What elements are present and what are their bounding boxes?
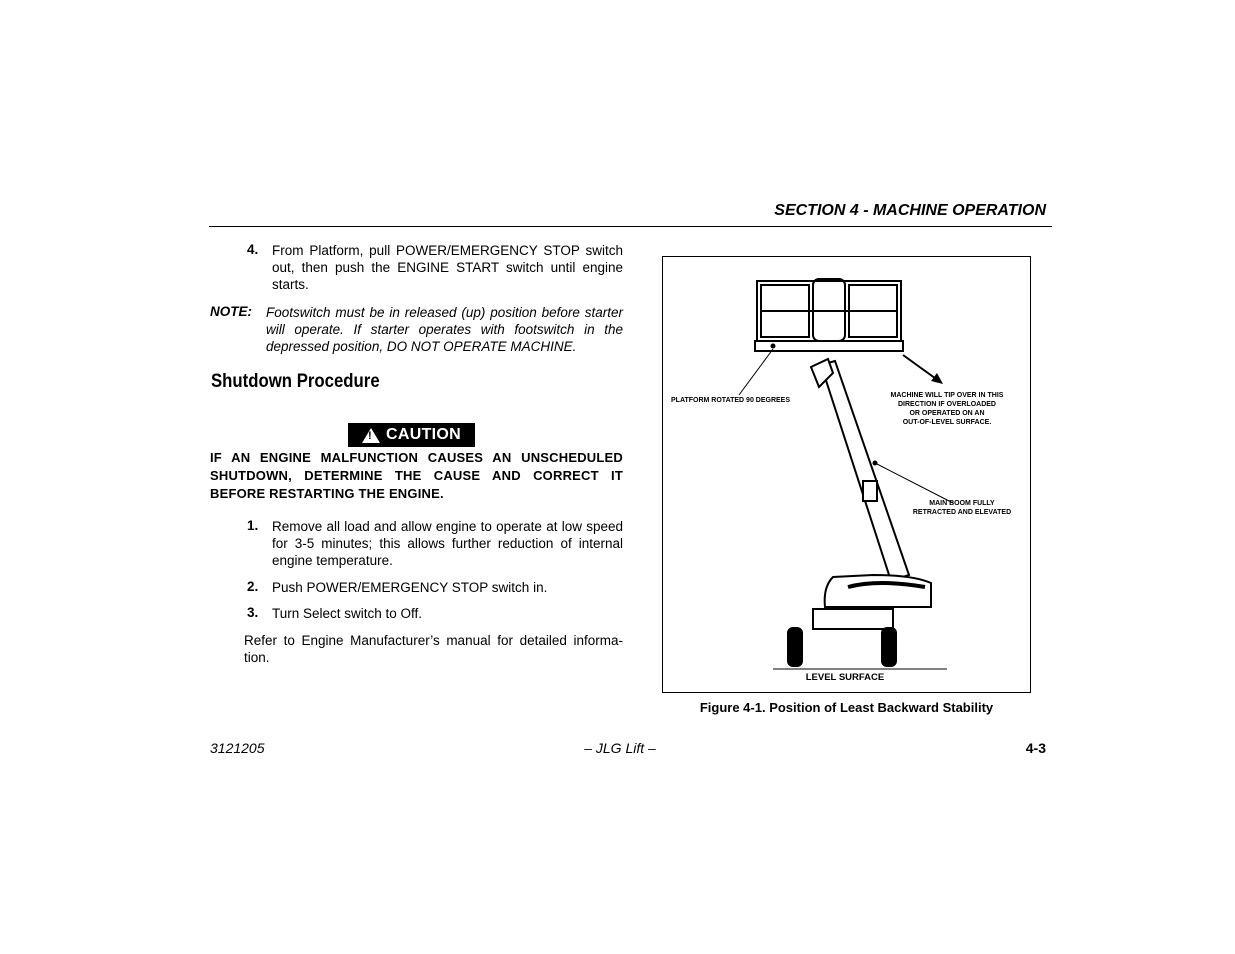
step-text: Remove all load and allow engine to operate at low speed for 3-5 minutes; this allows further reduction of internal engine temperature. xyxy=(272,519,623,568)
figure-label-tip-over xyxy=(877,391,1017,427)
caution-label: CAUTION xyxy=(386,426,461,443)
figure-label-platform: PLATFORM ROTATED 90 DEGREES xyxy=(671,397,791,404)
figure-frame xyxy=(662,256,1031,693)
note-label: NOTE: xyxy=(210,304,252,319)
note-text: Footswitch must be in released (up) position before starter will operate. If starter operates with footswitch in the depressed position, DO NOT OPERATE MACHINE. xyxy=(266,305,623,354)
warning-triangle-icon: ! xyxy=(362,428,380,443)
figure-caption: Figure 4-1. Position of Least Backward Stability xyxy=(699,700,994,715)
step-number: 3. xyxy=(247,605,259,620)
figure-label-line: DIRECTION IF OVERLOADED xyxy=(897,401,996,408)
page-number: 4-3 xyxy=(1025,740,1046,756)
figure-label-line: MAIN BOOM FULLY xyxy=(929,500,995,507)
figure-label-line: RETRACTED AND ELEVATED xyxy=(912,509,1012,516)
step-text: From Platform, pull POWER/EMERGENCY STOP switch out, then push the ENGINE START switch until engine starts. xyxy=(272,243,623,292)
caution-text: IF AN ENGINE MALFUNCTION CAUSES AN UNSCHEDULED SHUTDOWN, DETERMINE THE CAUSE AND CORRECT IT BEFORE RESTARTING THE ENGINE. xyxy=(210,450,623,501)
figure-label-line: OUT-OF-LEVEL SURFACE. xyxy=(902,419,992,426)
step-text: Turn Select switch to Off. xyxy=(272,606,423,621)
figure-label-boom xyxy=(899,499,1025,517)
step-number: 1. xyxy=(247,518,259,533)
figure-label-line: MACHINE WILL TIP OVER IN THIS xyxy=(890,392,1004,399)
aerial-lift-illustration xyxy=(663,257,1030,692)
caution-banner xyxy=(348,423,475,447)
figure-label-level: LEVEL SURFACE xyxy=(805,672,885,683)
section-title: SECTION 4 - MACHINE OPERATION xyxy=(774,202,1046,219)
refer-text: Refer to Engine Manufacturer’s manual for detailed informa-tion. xyxy=(244,633,623,665)
doc-number: 3121205 xyxy=(210,740,265,756)
step-number: 4. xyxy=(247,242,259,257)
step-text: Push POWER/EMERGENCY STOP switch in. xyxy=(272,580,548,595)
figure-label-line: OR OPERATED ON AN xyxy=(909,410,985,417)
footer-center: – JLG Lift – xyxy=(584,740,656,756)
step-number: 2. xyxy=(247,579,259,594)
header-rule xyxy=(209,226,1052,227)
section-heading: Shutdown Procedure xyxy=(211,370,380,392)
